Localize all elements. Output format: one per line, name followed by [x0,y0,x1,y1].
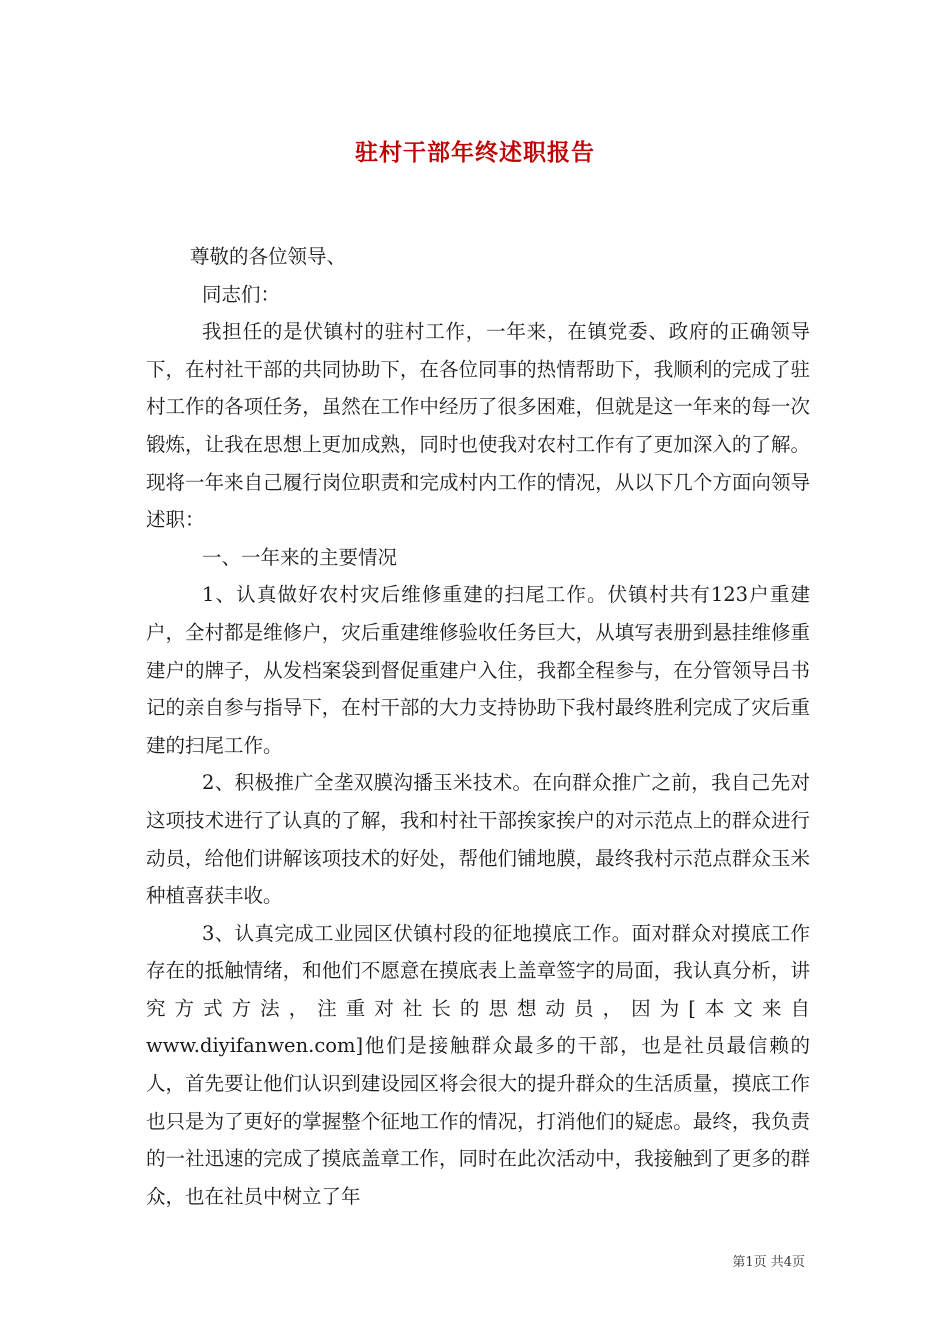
section-heading: 一、一年来的主要情况 [202,545,398,569]
page-footer: 第1页 共4页 [732,1255,805,1270]
paragraph-item-1: 1、认真做好农村灾后维修重建的扫尾工作。伏镇村共有123户重建户，全村都是维修户，灾后重建维修验收任务巨大，从填写表册到悬挂维修重建户的牌子，从发档案袋到督促重建户入住，我都全程参与，在分管领导吕书记的亲自参与指导下，在村干部的大力支持协助下我村最终胜利完成了灾后重建的扫尾工作。 [146,583,810,757]
document-body [146,238,810,1215]
document-title: 驻村干部年终述职报告 [355,139,595,166]
salutation-line-2: 同志们： [202,282,281,306]
paragraph-item-3: 3、认真完成工业园区伏镇村段的征地摸底工作。面对群众对摸底工作存在的抵触情绪，和他们不愿意在摸底表上盖章签字的局面，我认真分析，讲究方式方法，注重对社长的思想动员，因为[本文来自www.diyifanwen.com]他们是接触群众最多的干部，也是社员最信赖的人，首先要让他们认识到建设园区将会很大的提升群众的生活质量，摸底工作也只是为了更好的掌握整个征地工作的情况，打消他们的疑虑。最终，我负责的一社迅速的完成了摸底盖章工作，同时在此次活动中，我接触到了更多的群众，也在社员中树立了年 [146,921,810,1208]
salutation-line-1: 尊敬的各位领导、 [190,245,347,268]
paragraph-intro: 我担任的是伏镇村的驻村工作，一年来，在镇党委、政府的正确领导下，在村社干部的共同协助下，在各位同事的热情帮助下，我顺利的完成了驻村工作的各项任务，虽然在工作中经历了很多困难，但就是这一年来的每一次锻炼，让我在思想上更加成熟，同时也使我对农村工作有了更加深入的了解。现将一年来自己履行岗位职责和完成村内工作的情况，从以下几个方面向领导述职： [146,320,810,532]
paragraph-item-2: 2、积极推广全垄双膜沟播玉米技术。在向群众推广之前，我自己先对这项技术进行了认真的了解，我和村社干部挨家挨户的对示范点上的群众进行动员，给他们讲解该项技术的好处，帮他们铺地膜，最终我村示范点群众玉米种植喜获丰收。 [146,771,810,908]
